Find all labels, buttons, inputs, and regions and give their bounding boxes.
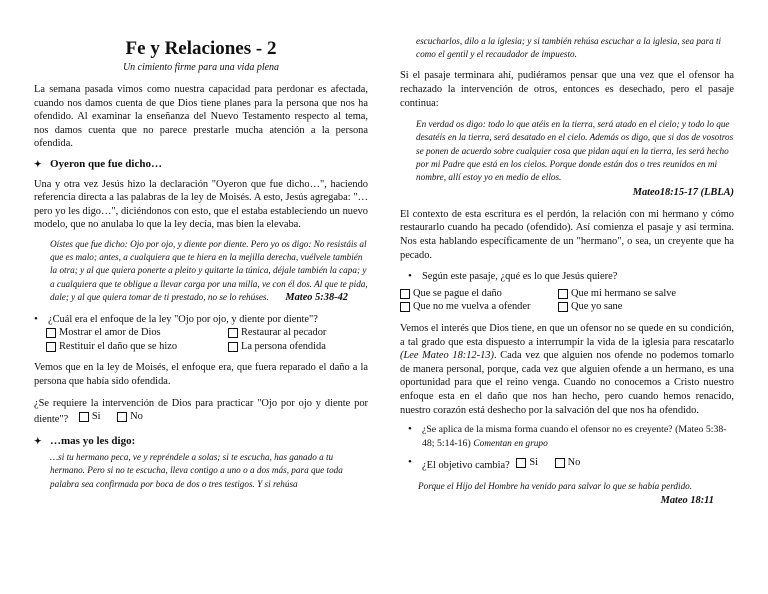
checkbox-option[interactable]: Mostrar el amor de Dios (46, 326, 228, 340)
checkbox-option[interactable]: La persona ofendida (228, 340, 368, 354)
section-heading-mas-yo (34, 435, 368, 449)
checkbox-yes[interactable]: Si (79, 410, 101, 424)
closing-quote: Porque el Hijo del Hombre ha venido para salvar lo que se había perdido. (418, 480, 693, 491)
quote-reference: Mateo18:15-17 (LBLA) (632, 187, 734, 199)
checkbox-icon[interactable] (46, 342, 56, 352)
checkbox-no[interactable]: No (117, 410, 143, 424)
checkbox-option[interactable]: Restaurar al pecador (228, 326, 368, 340)
checkbox-icon[interactable] (400, 302, 410, 312)
checkbox-no[interactable]: No (555, 456, 581, 470)
paragraph-ley: Vemos que en la ley de Moisés, el enfoque era, que fuera reparado el daño a la persona que había sido ofendida. (34, 362, 368, 387)
paragraph-interes: Vemos el interés que Dios tiene, en que un ofensor no se quede en su condición, a tal grado que esta dispuesto a interrumpir la vida de la iglesia para rescatarlo (Lee Mateo 18:12-13). Cada vez que alguien nos ofende no podemos tomarlo de manera personal, porque, cada vez que alguien ofende a un hermano, es una oportunidad para que el reino venga. Cuando no conocemos a Cristo nuestro enfoque esta en el daño que nos han hecho, pero cuando hemos renacido, nuestro corazón está deshecho por la salvación del que nos ha ofendido. (400, 322, 734, 416)
paragraph-oyeron: Una y otra vez Jesús hizo la declaración "Oyeron que fue dicho…", haciendo referencia directa a las palabras de la ley de Moisés. A esto, Jesús agregaba: "…pero yo les digo…", diciéndonos con esto, que el estaba estableciendo un nuevo modelo, que no anulaba lo que la ley decía, mas bien la elevaba. (34, 178, 368, 231)
checkbox-icon[interactable] (555, 458, 565, 468)
checkbox-icon[interactable] (558, 289, 568, 299)
closing-reference: Mateo 18:11 (660, 494, 714, 506)
quote-text: En verdad os digo: todo lo que atéis en la tierra, será atado en el cielo; y todo lo que desatéis en la tierra, será desatado en el cielo. Además os digo, que si dos de vosotros se ponen de acuerdo sobre cualquier cosa que pidan aquí en la tierra, les será hecho por mi Padre que está en los cielos. Porque donde están dos o tres reunidos en mi nombre, allí estoy yo en medio de ellos. (416, 119, 734, 182)
bullet-icon: • (34, 312, 38, 325)
scripture-reference: (Lee Mateo 18:12-13) (400, 350, 494, 362)
checkbox-icon[interactable] (117, 412, 127, 422)
quote-text: …si tu hermano peca, ve y repréndele a solas; si te escucha, has ganado a tu hermano. Pero si no te escucha, lleva contigo a uno o a dos más, para que toda palabra sea confirmada por boca de dos o tres testigos. Y si rehúsa (50, 452, 343, 489)
question-text: ¿Cuál era el enfoque de la ley "Ojo por ojo, y diente por diente"? (48, 313, 318, 325)
question-4 (400, 423, 734, 451)
checkbox-option[interactable]: Que se pague el daño (400, 287, 558, 301)
intro-paragraph: La semana pasada vimos como nuestra capacidad para perdonar es afectada, cuando nos damos cuenta de que Dios tiene planes para la persona que nos ha ofendido. Al examinar la enseñanza del Nuevo Testamento respecto al tema, nos damos cuenta que no parece prestarle mucha atención a la persona ofendida. (34, 84, 368, 150)
checkbox-option[interactable]: Restituir el daño que se hizo (46, 340, 228, 354)
checkbox-icon[interactable] (79, 412, 89, 422)
checkbox-yes[interactable]: Si (516, 456, 538, 470)
quote-text: Oístes que fue dicho: Ojo por ojo, y diente por diente. Pero yo os digo: No resistáis al que es malo; antes, a cualquiera que te hiera en la mejilla derecha, vuélvele también la otra; y al que quiera ponerte a pleito y quitarte la túnica, déjale también la capa; y a cualquiera que te obligue a llevar carga por una milla, ve con él dos. Al que te pida, dale; y al que quiera tomar de ti prestado, no se lo rehúses. (50, 238, 368, 302)
question-2 (34, 397, 368, 427)
bullet-icon: • (408, 423, 412, 436)
question-text: ¿El objetivo cambia? (422, 460, 510, 472)
checkbox-icon[interactable] (400, 289, 410, 299)
section-heading-oyeron (34, 158, 368, 172)
question-note: Comentan en grupo (473, 438, 548, 449)
right-column (400, 0, 734, 507)
question-5 (400, 456, 734, 472)
checkbox-icon[interactable] (516, 458, 526, 468)
question-text: ¿Se aplica de la misma forma cuando el ofensor no es creyente? (422, 424, 673, 436)
bullet-icon: • (408, 270, 412, 283)
checkbox-icon[interactable] (228, 342, 238, 352)
left-column (34, 0, 368, 491)
page-subtitle: Un cimiento firme para una vida plena (122, 62, 280, 73)
checkbox-option[interactable]: Que mi hermano se salve (558, 287, 728, 301)
quote-continuation (400, 35, 734, 61)
question-3-options (400, 287, 734, 314)
question-text: ¿Se requiere la intervención de Dios para practicar "Ojo por ojo y diente por diente"? (34, 397, 368, 425)
heading-text: …mas yo les digo: (50, 434, 136, 447)
bullet-icon: • (408, 456, 412, 469)
diamond-bullet-icon: ✦ (34, 158, 42, 169)
page-title: Fe y Relaciones - 2 (125, 38, 277, 59)
quote-block-2 (34, 451, 368, 491)
quote-reference: Mateo 5:38-42 (285, 291, 348, 303)
question-1 (34, 313, 368, 327)
diamond-bullet-icon: ✦ (34, 435, 42, 446)
question-3 (400, 270, 734, 284)
question-1-options (46, 326, 368, 353)
heading-text: Oyeron que fue dicho… (50, 157, 162, 170)
checkbox-icon[interactable] (46, 328, 56, 338)
checkbox-option[interactable]: Que yo sane (558, 300, 728, 314)
checkbox-icon[interactable] (558, 302, 568, 312)
paragraph-pasaje: Si el pasaje terminara ahí, pudiéramos pensar que una vez que el ofensor ha rechazado la intervención de otros, entonces es desechado, pero el pasaje continua: (400, 70, 734, 109)
checkbox-option[interactable]: Que no me vuelva a ofender (400, 300, 558, 314)
quote-text: escucharlos, dilo a la iglesia; y si también rehúsa escuchar a la iglesia, sea para ti como el gentil y el recaudador de impuesto. (416, 36, 722, 60)
quote-block-3 (400, 118, 734, 200)
question-text: Según este pasaje, ¿qué es lo que Jesús quiere? (422, 271, 618, 283)
quote-block-1 (34, 238, 368, 305)
question-reference: (Mateo 5:38-48; 5:14-16) (422, 424, 727, 449)
checkbox-icon[interactable] (228, 328, 238, 338)
paragraph-contexto: El contexto de esta escritura es el perdón, la relación con mi hermano y cómo restaurarlo cuando ha pecado (ofendido). Así comienza el pasaje y así termina. Nos esta hablando específicamente de un "hermano", o sea, un creyente que ha pecado. (400, 208, 734, 261)
